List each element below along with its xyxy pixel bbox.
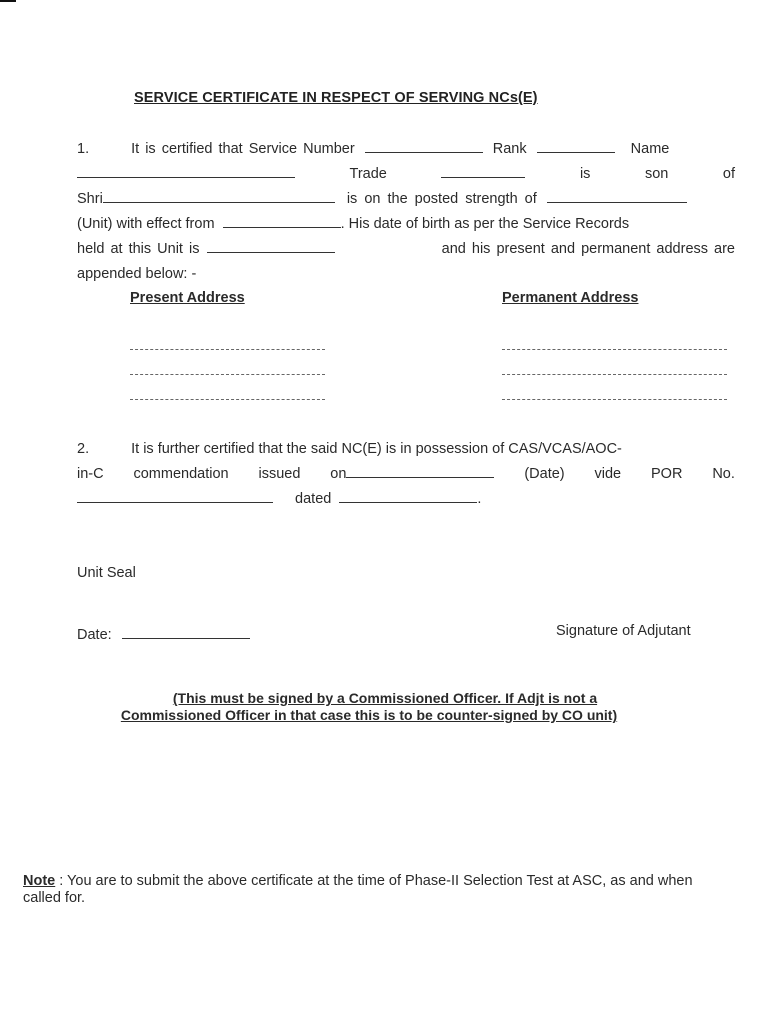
para2-line2: in-C commendation issued on (Date) vide POR No. <box>77 462 735 487</box>
signature-label: Signature of Adjutant <box>556 623 691 639</box>
para1-line3: Shri is on the posted strength of <box>77 187 735 212</box>
para1-line5: held at this Unit is and his present and permanent address are <box>77 237 735 262</box>
trade-field[interactable] <box>441 162 525 178</box>
date-row: Date: <box>77 623 250 643</box>
caution-line-2: Commissioned Officer in that case this is to be counter-signed by CO unit) <box>120 707 618 723</box>
permanent-address-heading: Permanent Address <box>502 290 639 306</box>
para2-number: 2. <box>77 441 90 457</box>
para1-line6: appended below: - <box>77 266 197 282</box>
note-label: Note <box>23 873 56 889</box>
corner-mark <box>0 0 16 2</box>
para2-line3: dated . <box>77 487 735 512</box>
unit-seal-label: Unit Seal <box>77 565 136 581</box>
por-dated-field[interactable] <box>339 487 477 503</box>
name-field[interactable] <box>77 162 295 178</box>
permanent-address-line-2[interactable] <box>502 374 727 375</box>
rank-field[interactable] <box>537 137 615 153</box>
commendation-date-field[interactable] <box>346 462 494 478</box>
por-number-field[interactable] <box>77 487 273 503</box>
note <box>23 873 723 907</box>
permanent-address-line-1[interactable] <box>502 349 727 350</box>
para1-number: 1. <box>77 141 90 157</box>
document-title: SERVICE CERTIFICATE IN RESPECT OF SERVING NCs(E) <box>134 90 538 106</box>
present-address-line-1[interactable] <box>130 349 325 350</box>
effective-date-field[interactable] <box>223 212 341 228</box>
unit-field[interactable] <box>547 187 687 203</box>
caution-line-1: (This must be signed by a Commissioned Officer. If Adjt is not a <box>172 690 598 706</box>
present-address-line-3[interactable] <box>130 399 325 400</box>
permanent-address-line-3[interactable] <box>502 399 727 400</box>
para2-line1: 2. It is further certified that the said NC(E) is in possession of CAS/VCAS/AOC- <box>77 441 622 457</box>
note-text: : You are to submit the above certificate at the time of Phase-II Selection Test at ASC, as and when called for. <box>23 873 693 906</box>
present-address-heading: Present Address <box>130 290 245 306</box>
present-address-line-2[interactable] <box>130 374 325 375</box>
date-field[interactable] <box>122 623 250 639</box>
service-number-field[interactable] <box>365 137 483 153</box>
para1-line4: (Unit) with effect from . His date of birth as per the Service Records <box>77 212 735 237</box>
date-of-birth-field[interactable] <box>207 237 335 253</box>
para1-line1: 1. It is certified that Service Number Rank Name <box>77 137 735 162</box>
para1-line2: Trade is son of <box>77 162 735 187</box>
father-name-field[interactable] <box>103 187 335 203</box>
